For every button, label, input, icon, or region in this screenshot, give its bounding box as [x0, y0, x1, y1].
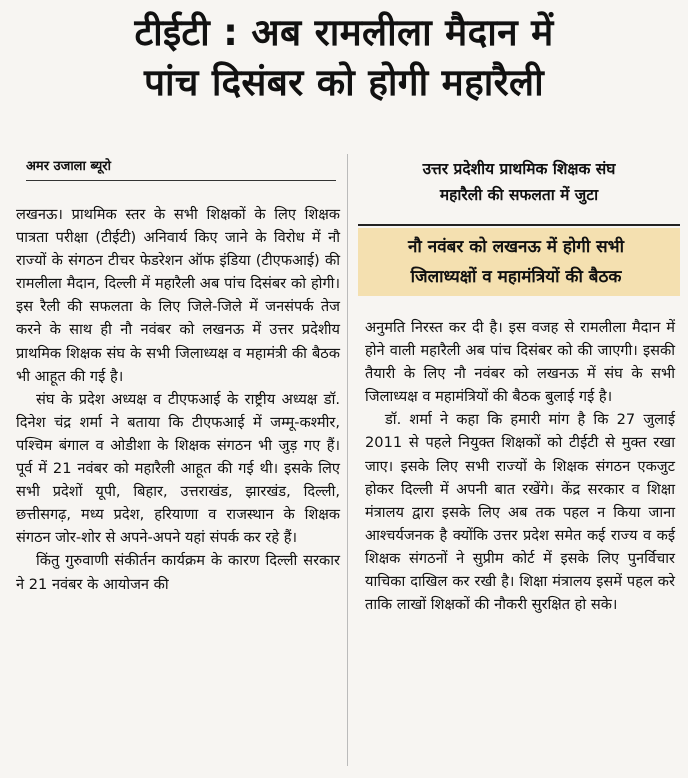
headline-line-2: पांच दिसंबर को होगी महारैली — [143, 61, 545, 104]
article-paragraph: लखनऊ। प्राथमिक स्तर के सभी शिक्षकों के लिए शिक्षक पात्रता परीक्षा (टीईटी) अनिवार्य किए जाने के विरोध में नौ राज्यों के संगठन टीचर फेडरेशन ऑफ इंडिया (टीएफआई) की रामलीला मैदान, दिल्ली में महारैली अब पांच दिसंबर को होगी। इस रैली की सफलता के लिए जिले-जिले में जनसंपर्क तेज करने के साथ ही नौ नवंबर को लखनऊ में उत्तर प्रदेशीय प्राथमिक शिक्षक संघ के सभी जिलाध्यक्ष व महामंत्री की बैठक भी आहूत की गई है। — [16, 206, 340, 385]
subheading-highlight-line-2: जिलाध्यक्षों व महामंत्रियों की बैठक — [410, 267, 622, 287]
article-paragraph: संघ के प्रदेश अध्यक्ष व टीएफआई के राष्ट्रीय अध्यक्ष डॉ. दिनेश चंद्र शर्मा ने बताया कि टीएफआई में जम्मू-कश्मीर, पश्चिम बंगाल व ओडीशा के शिक्षक संगठन भी जुड़ गए हैं। पूर्व में 21 नवंबर को महारैली आहूत की गई थी। इसके लिए सभी प्रदेशों यूपी, बिहार, उत्तराखंड, झारखंड, दिल्ली, छत्तीसगढ़, मध्य प्रदेश, हरियाणा व राजस्थान के शिक्षक संगठन जोर-शोर से अपने-अपने यहां संपर्क कर रहे हैं। — [16, 390, 340, 547]
byline: अमर उजाला ब्यूरो — [26, 159, 111, 174]
subheading-highlight — [358, 228, 680, 296]
subheading-divider — [358, 224, 680, 226]
article-paragraph: डॉ. शर्मा ने कहा कि हमारी मांग है कि 27 जुलाई 2011 से पहले नियुक्त शिक्षकों को टीईटी से मुक्त रखा जाए। इसके लिए सभी राज्यों के शिक्षक संगठन एकजुट होकर दिल्ली में अपनी बात रखेंगे। केंद्र सरकार व शिक्षा मंत्रालय द्वारा इसके लिए अब तक पहल न किया जाना आश्चर्यजनक है क्योंकि उत्तर प्रदेश समेत कई राज्य व कई शिक्षक संगठनों ने सुप्रीम कोर्ट में इसके लिए पुनर्विचार याचिका दाखिल कर रखी है। शिक्षा मंत्रालय इसमें पहल करे ताकि लाखों शिक्षकों की नौकरी सुरक्षित हो सके। — [365, 411, 675, 614]
article-right-column — [365, 316, 675, 616]
subheading-primary-line-1: उत्तर प्रदेशीय प्राथमिक शिक्षक संघ — [422, 160, 616, 178]
headline-line-1: टीईटी : अब रामलीला मैदान में — [134, 11, 554, 54]
subheading-primary-line-2: महारैली की सफलता में जुटा — [439, 186, 599, 204]
subheading-primary — [358, 156, 680, 208]
article-left-column — [16, 203, 340, 596]
subheading-highlight-line-1: नौ नवंबर को लखनऊ में होगी सभी — [408, 237, 624, 257]
byline-divider — [26, 180, 336, 181]
headline — [10, 8, 678, 108]
article-paragraph: किंतु गुरुवाणी संकीर्तन कार्यक्रम के कारण दिल्ली सरकार ने 21 नवंबर के आयोजन की — [16, 552, 340, 593]
article-paragraph: अनुमति निरस्त कर दी है। इस वजह से रामलीला मैदान में होने वाली महारैली अब पांच दिसंबर को की जाएगी। इसकी तैयारी के लिए नौ नवंबर को लखनऊ में संघ के सभी जिलाध्यक्ष व महामंत्रियों की बैठक बुलाई गई है। — [365, 319, 675, 406]
column-divider — [347, 154, 348, 766]
